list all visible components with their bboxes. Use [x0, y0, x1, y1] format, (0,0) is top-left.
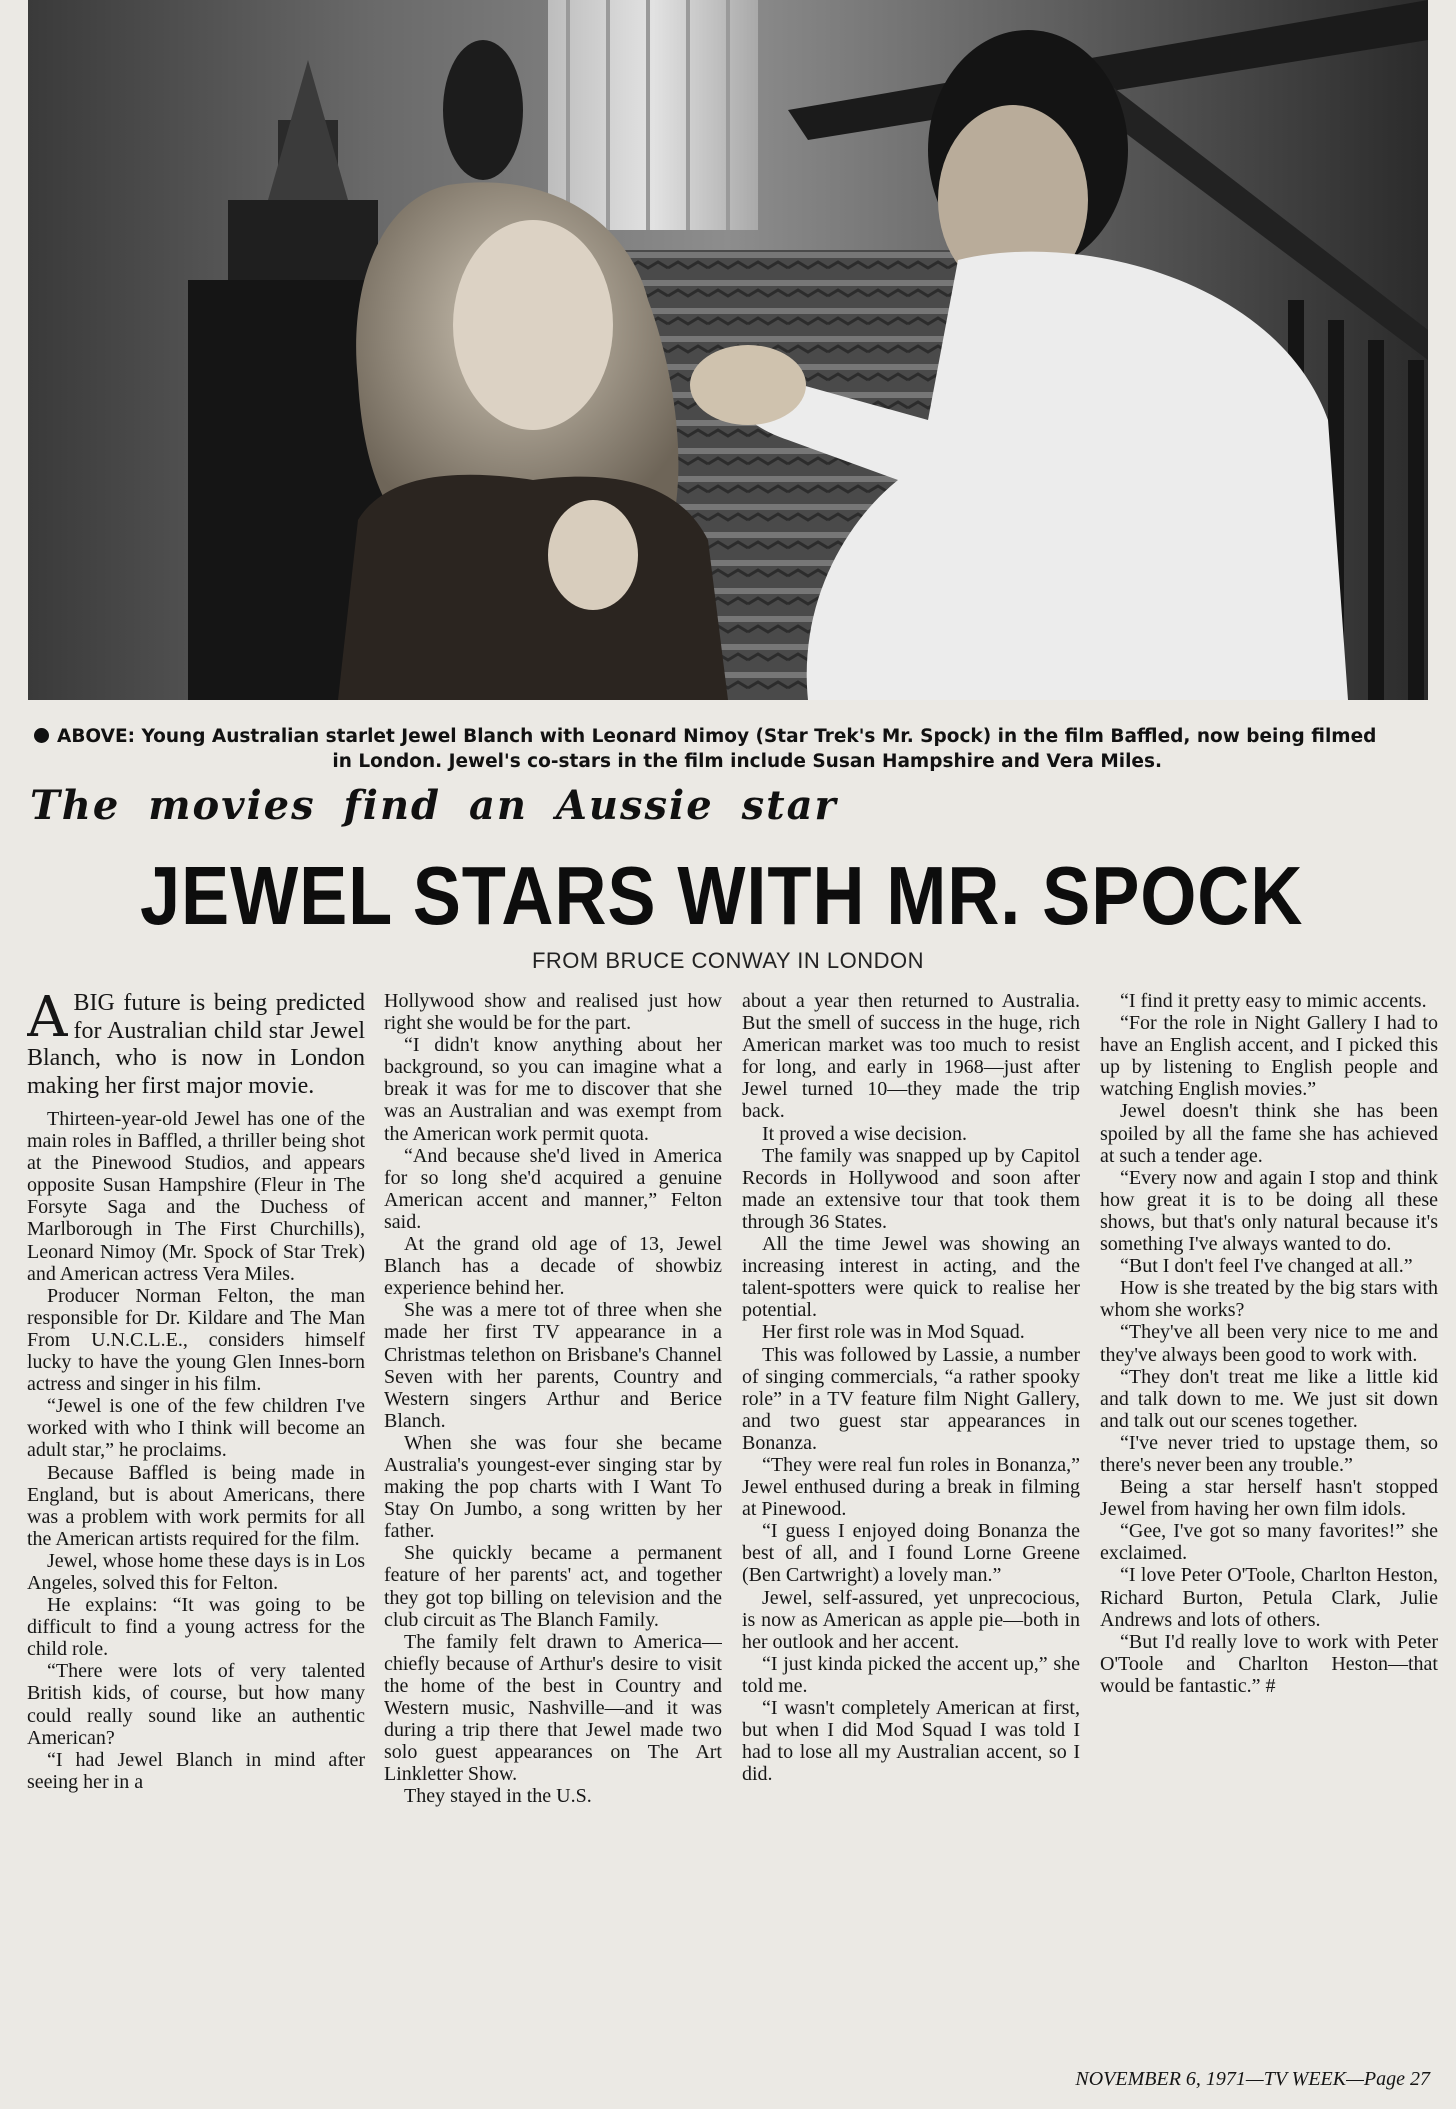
- paragraph: about a year then returned to Australia. But the smell of success in the huge, rich American market was too much to resist for long, and early in 1968—just after Jewel turned 10—they made the trip back.: [742, 990, 1080, 1123]
- paragraph: It proved a wise decision.: [762, 1122, 967, 1145]
- paragraph: “I find it pretty easy to mimic accents.: [1120, 990, 1427, 1012]
- caption-line-2: in London. Jewel's co-stars in the film include Susan Hampshire and Vera Miles.: [332, 751, 1162, 772]
- article-column-3: [742, 990, 1080, 2080]
- article-column-2: [384, 990, 722, 2080]
- paragraph: Because Baffled is being made in England, but is about Americans, there was a problem with work permits for all the American artists required for the film.: [27, 1461, 365, 1550]
- paragraph: They stayed in the U.S.: [404, 1785, 592, 1808]
- paragraph: She was a mere tot of three when she made her first TV appearance in a Christmas telethon on Brisbane's Channel Seven with her parents, Country and Western singers Arthur and Berice Blanch.: [384, 1299, 722, 1432]
- paragraph: “Gee, I've got so many favorites!” she exclaimed.: [1100, 1520, 1438, 1565]
- paragraph: “I guess I enjoyed doing Bonanza the best of all, and I found Lorne Greene (Ben Cartwright) a lovely man.”: [742, 1520, 1080, 1587]
- paragraph: At the grand old age of 13, Jewel Blanch has a decade of showbiz experience behind her.: [384, 1233, 722, 1300]
- paragraph: Hollywood show and realised just how right she would be for the part.: [384, 990, 722, 1035]
- paragraph: “I had Jewel Blanch in mind after seeing her in a: [27, 1748, 365, 1793]
- photo-caption: [34, 724, 1434, 774]
- lead-paragraph: ABIG future is being predicted for Australian child star Jewel Blanch, who is now in London making her first major movie.: [27, 990, 365, 1099]
- paragraph: The family felt drawn to America—chiefly because of Arthur's desire to visit the home of the best in Country and Western music, Nashville—and it was during a trip there that Jewel made two solo guest appearances on The Art Linkletter Show.: [384, 1630, 722, 1786]
- paragraph: Jewel, whose home these days is in Los Angeles, solved this for Felton.: [27, 1549, 365, 1594]
- article-photo: [28, 0, 1428, 700]
- paragraph: He explains: “It was going to be difficult to find a young actress for the child role.: [27, 1594, 365, 1661]
- bullet-icon: [34, 728, 49, 743]
- paragraph: “I just kinda picked the accent up,” she told me.: [742, 1652, 1080, 1697]
- paragraph: “Every now and again I stop and think how great it is to be doing all these shows, but that's only natural because it's something I've always wanted to do.: [1100, 1166, 1438, 1256]
- paragraph: “I didn't know anything about her background, so you can imagine what a break it was for me to discover that she was an Australian and was exempt from the American work permit quota.: [384, 1034, 722, 1145]
- paragraph: All the time Jewel was showing an increasing interest in acting, and the talent-spotters were quick to realise her potential.: [742, 1233, 1080, 1322]
- paragraph: “But I'd really love to work with Peter O'Toole and Charlton Heston—that would be fantastic.” #: [1100, 1630, 1438, 1697]
- article-column-4: [1100, 990, 1438, 2080]
- paragraph: “I've never tried to upstage them, so there's never been any trouble.”: [1100, 1431, 1438, 1476]
- paragraph: “They've all been very nice to me and they've always been good to work with.: [1100, 1321, 1438, 1366]
- paragraph: “There were lots of very talented British kids, of course, but how many could really sound like an authentic American?: [27, 1660, 365, 1749]
- photo-illustration: [28, 0, 1428, 700]
- paragraph: “I love Peter O'Toole, Charlton Heston, Richard Burton, Petula Clark, Julie Andrews and lots of others.: [1100, 1564, 1438, 1631]
- paragraph: “But I don't feel I've changed at all.”: [1120, 1255, 1413, 1278]
- main-headline: JEWEL STARS WITH MR. SPOCK: [140, 849, 1304, 942]
- paragraph: “Jewel is one of the few children I've worked with who I think will become an adult star,” he proclaims.: [27, 1395, 365, 1462]
- paragraph: Being a star herself hasn't stopped Jewel from having her own film idols.: [1100, 1476, 1438, 1521]
- paragraph: Jewel doesn't think she has been spoiled by all the fame she has achieved at such a tender age.: [1100, 1100, 1438, 1167]
- paragraph: When she was four she became Australia's youngest-ever singing star by making the pop charts with I Want To Stay On Jumbo, a song written by her father.: [384, 1431, 722, 1543]
- paragraph: “They don't treat me like a little kid and talk down to me. We just sit down and talk out our scenes together.: [1100, 1365, 1438, 1432]
- paragraph: This was followed by Lassie, a number of singing commercials, “a rather spooky role” in a TV feature film Night Gallery, and two guest star appearances in Bonanza.: [742, 1343, 1080, 1454]
- paragraph: “For the role in Night Gallery I had to have an English accent, and I picked this up by listening to English people and watching English movies.”: [1100, 1012, 1438, 1101]
- caption-line-1: ABOVE: Young Australian starlet Jewel Blanch with Leonard Nimoy (Star Trek's Mr. Spock) in the film Baffled, now being filmed: [57, 726, 1377, 747]
- paragraph: “I wasn't completely American at first, but when I did Mod Squad I was told I had to lose all my Australian accent, so I did.: [742, 1697, 1080, 1786]
- paragraph: The family was snapped up by Capitol Records in Hollywood and soon after made an extensive tour that took them through 36 States.: [742, 1144, 1080, 1233]
- paragraph: “And because she'd lived in America for so long she'd acquired a genuine American accent and manner,” Felton said.: [384, 1144, 722, 1233]
- byline: FROM BRUCE CONWAY IN LONDON: [531, 948, 924, 973]
- page-footer: NOVEMBER 6, 1971—TV WEEK—Page 27: [1075, 2068, 1430, 2090]
- paragraph: She quickly became a permanent feature of her parents' act, and together they got top billing on television and the club circuit as The Blanch Family.: [384, 1542, 722, 1631]
- drop-cap: A: [27, 990, 68, 1050]
- paragraph: Producer Norman Felton, the man responsible for Dr. Kildare and The Man From U.N.C.L.E., considers himself lucky to have the young Glen Innes-born actress and singer in his film.: [27, 1284, 365, 1396]
- paragraph: Thirteen-year-old Jewel has one of the main roles in Baffled, a thriller being shot at the Pinewood Studios, and appears opposite Susan Hampshire (Fleur in The Forsyte Saga and the Duchess of Marlborough in The First Churchills), Leonard Nimoy (Mr. Spock of Star Trek) and American actress Vera Miles.: [27, 1108, 365, 1285]
- paragraph: “They were real fun roles in Bonanza,” Jewel enthused during a break in filming at Pinewood.: [742, 1453, 1080, 1521]
- paragraph: How is she treated by the big stars with whom she works?: [1100, 1277, 1438, 1322]
- paragraph: Jewel, self-assured, yet unprecocious, is now as American as apple pie—both in her outlook and her accent.: [742, 1586, 1080, 1653]
- article-column-1: [27, 990, 365, 2080]
- paragraph: Her first role was in Mod Squad.: [762, 1321, 1025, 1344]
- kicker-headline: The movies find an Aussie star: [30, 782, 838, 829]
